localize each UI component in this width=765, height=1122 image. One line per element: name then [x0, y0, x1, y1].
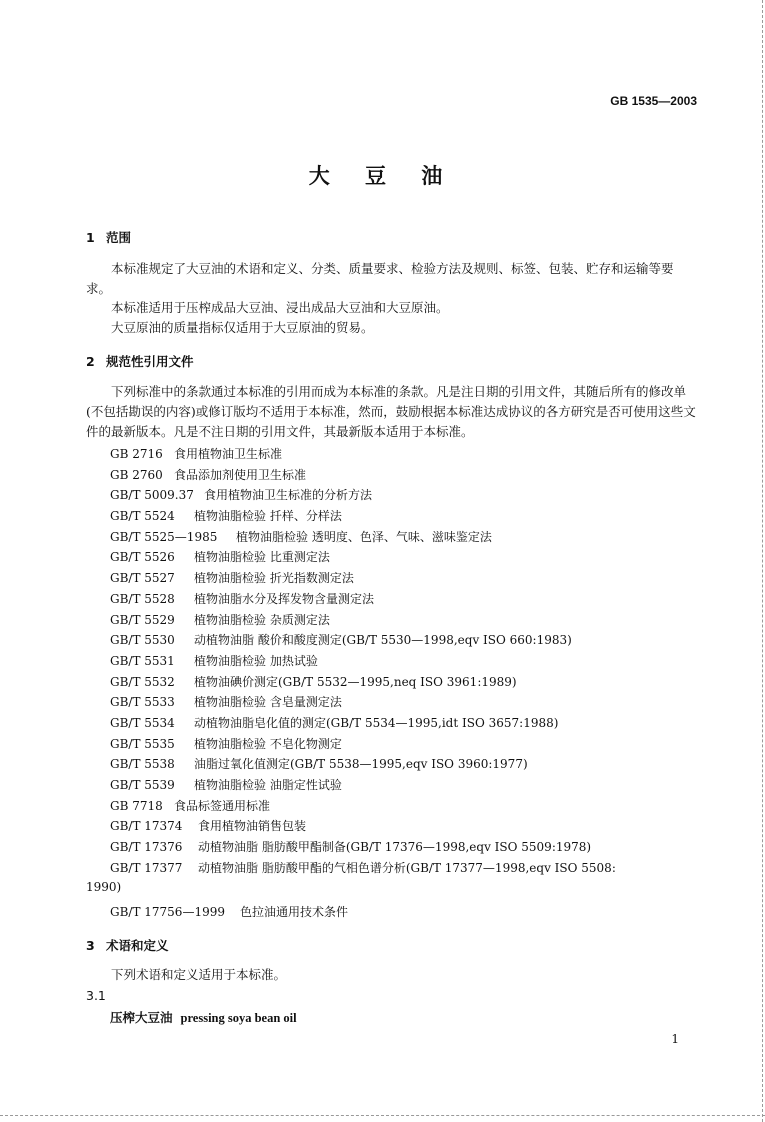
- reference-title: 油脂过氧化值测定(GB/T 5538—1995,eqv ISO 3960:1977): [194, 757, 528, 772]
- reference-title: 植物油脂检验 不皂化物测定: [194, 736, 342, 751]
- reference-title: 动植物油脂 脂肪酸甲酯的气相色谱分析(GB/T 17377—1998,eqv ISO 5508:: [198, 860, 616, 875]
- reference-title: 植物油脂检验 透明度、色泽、气味、滋味鉴定法: [236, 529, 492, 544]
- reference-title: 植物油脂检验 扦样、分样法: [194, 509, 342, 524]
- term-english: pressing soya bean oil: [180, 1011, 297, 1025]
- reference-code: GB/T 5527: [110, 571, 175, 586]
- reference-title: 食品添加剂使用卫生标准: [174, 467, 307, 482]
- reference-item: [110, 547, 616, 568]
- term-chinese: 压榨大豆油: [110, 1010, 173, 1025]
- reference-code: GB/T 5532: [110, 674, 175, 689]
- normative-references-list: [110, 444, 616, 878]
- reference-title: 植物油碘价测定(GB/T 5532—1995,neq ISO 3961:1989): [194, 674, 517, 689]
- reference-title: 食用植物油卫生标准: [174, 447, 283, 461]
- reference-item: [110, 775, 616, 796]
- reference-code: GB/T 5538: [110, 757, 175, 772]
- reference-item: [110, 568, 616, 589]
- reference-item: [110, 734, 616, 755]
- reference-code: GB/T 17756—1999: [110, 905, 225, 919]
- reference-item: [110, 672, 616, 693]
- reference-code: GB/T 5009.37: [110, 488, 194, 503]
- reference-code: GB/T 5530: [110, 633, 175, 648]
- reference-item: [110, 713, 616, 734]
- reference-code: GB/T 5525—1985: [110, 529, 218, 544]
- reference-title: 植物油脂检验 折光指数测定法: [194, 571, 354, 586]
- reference-item: [110, 610, 616, 631]
- subsection-number: 3.1: [86, 988, 106, 1003]
- reference-item: [110, 837, 616, 858]
- reference-item: [110, 485, 616, 506]
- reference-title: 色拉油通用技术条件: [240, 905, 349, 919]
- section-3-paragraph-1: 下列术语和定义适用于本标准。: [111, 967, 287, 982]
- scan-edge-bottom: [0, 1115, 765, 1116]
- reference-item: [110, 630, 616, 651]
- reference-title: 食用植物油卫生标准的分析方法: [204, 488, 373, 503]
- reference-title: 植物油脂检验 油脂定性试验: [194, 778, 342, 792]
- reference-title: 动植物油脂 酸价和酸度测定(GB/T 5530—1998,eqv ISO 660:1983): [194, 633, 572, 648]
- reference-code: GB/T 5524: [110, 509, 175, 524]
- reference-item: [110, 796, 616, 817]
- reference-item: [110, 589, 616, 610]
- reference-code: GB/T 17377: [110, 860, 183, 875]
- reference-title: 植物油脂检验 含皂量测定法: [194, 695, 342, 710]
- reference-title: 植物油脂检验 杂质测定法: [194, 612, 330, 627]
- reference-code: GB 2760: [110, 467, 163, 482]
- reference-title: 食用植物油销售包装: [198, 819, 307, 834]
- document-title: 大 豆 油: [308, 164, 457, 188]
- reference-code: GB/T 17374: [110, 819, 183, 834]
- section-title: 范围: [106, 230, 132, 245]
- reference-title: 植物油脂检验 加热试验: [194, 653, 318, 668]
- section-2-heading: [86, 352, 194, 370]
- reference-code: GB 7718: [110, 798, 163, 813]
- section-3-heading: [86, 936, 169, 954]
- section-title: 规范性引用文件: [106, 354, 194, 369]
- reference-code: GB/T 5531: [110, 653, 175, 668]
- section-1-paragraph-2: 本标准适用于压榨成品大豆油、浸出成品大豆油和大豆原油。: [111, 300, 449, 315]
- reference-title: 植物油脂水分及挥发物含量测定法: [194, 591, 375, 606]
- reference-item: [110, 903, 348, 920]
- reference-code: GB/T 5526: [110, 550, 175, 565]
- reference-code: GB/T 5539: [110, 778, 175, 792]
- reference-code: GB/T 5529: [110, 612, 175, 627]
- standard-code: GB 1535—2003: [610, 94, 697, 108]
- reference-title: 动植物油脂 脂肪酸甲酯制备(GB/T 17376—1998,eqv ISO 5509:1978): [198, 840, 592, 855]
- reference-code: GB 2716: [110, 447, 163, 461]
- reference-wrap-line: 1990): [86, 880, 122, 894]
- section-1-paragraph-1: 本标准规定了大豆油的术语和定义、分类、质量要求、检验方法及规则、标签、包装、贮存和运输等要求。: [86, 261, 674, 296]
- reference-code: GB/T 17376: [110, 840, 183, 855]
- reference-title: 食品标签通用标准: [174, 798, 271, 813]
- reference-code: GB/T 5528: [110, 591, 175, 606]
- section-1-paragraph-3: 大豆原油的质量指标仅适用于大豆原油的贸易。: [111, 320, 374, 335]
- section-1-heading: [86, 228, 131, 246]
- reference-item: [110, 816, 616, 837]
- section-2-paragraph-1: 下列标准中的条款通过本标准的引用而成为本标准的条款。凡是注日期的引用文件，其随后所有的修改单(不包括勘误的内容)或修订版均不适用于本标准，然而，鼓励根据本标准达成协议的各方研究是否可使用这些文件的最新版本。凡是不注日期的引用文件，其最新版本适用于本标准。: [86, 384, 696, 439]
- reference-item: [110, 527, 616, 548]
- term-entry: [110, 1008, 297, 1026]
- page-number: 1: [671, 1032, 679, 1046]
- section-number: 2: [86, 354, 95, 369]
- reference-code: GB/T 5535: [110, 736, 175, 751]
- section-number: 1: [86, 230, 95, 245]
- reference-item: [110, 858, 616, 879]
- reference-item: [110, 465, 616, 486]
- scan-edge-right: [761, 0, 763, 1122]
- reference-title: 动植物油脂皂化值的测定(GB/T 5534—1995,idt ISO 3657:1988): [194, 715, 559, 730]
- section-number: 3: [86, 938, 95, 953]
- reference-item: [110, 651, 616, 672]
- reference-item: [110, 506, 616, 527]
- reference-item: [110, 444, 616, 465]
- section-title: 术语和定义: [106, 938, 169, 953]
- reference-title: 植物油脂检验 比重测定法: [194, 550, 330, 565]
- reference-code: GB/T 5533: [110, 695, 175, 710]
- reference-item: [110, 754, 616, 775]
- reference-code: GB/T 5534: [110, 715, 175, 730]
- reference-item: [110, 692, 616, 713]
